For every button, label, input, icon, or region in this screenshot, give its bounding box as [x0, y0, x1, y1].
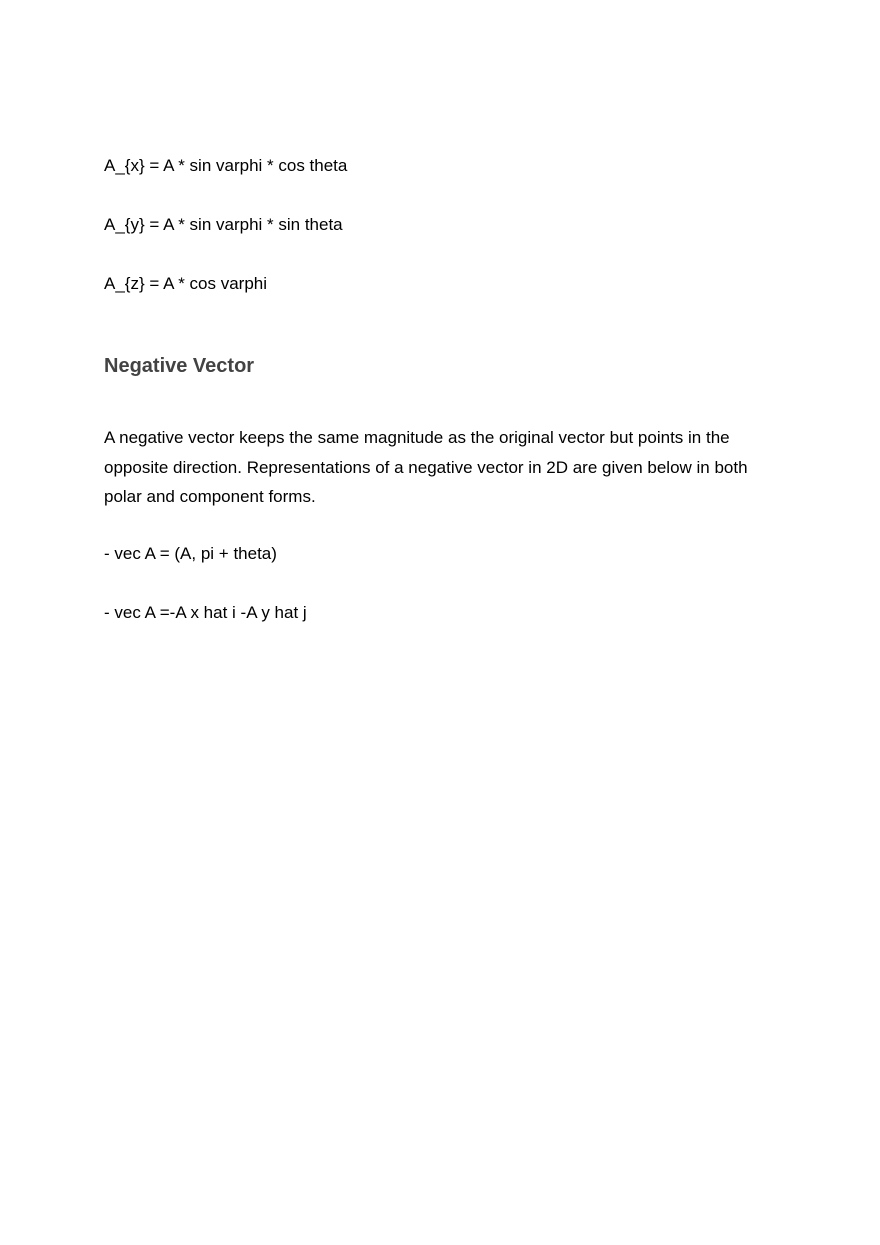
formula-ay: A_{y} = A * sin varphi * sin theta [104, 215, 343, 234]
section-paragraph: A negative vector keeps the same magnitude as the original vector but points in the opposite direction. Representations of a negative vector in 2D are given below in both polar and component forms. [104, 428, 748, 506]
section-heading: Negative Vector [104, 355, 255, 377]
formula-az: A_{z} = A * cos varphi [104, 274, 268, 293]
component-form-item: - vec A =-A x hat i -A y hat j [104, 602, 307, 622]
document-content [104, 154, 776, 625]
formula-ax: A_{x} = A * sin varphi * cos theta [104, 156, 348, 175]
polar-form-item: - vec A = (A, pi + theta) [104, 543, 277, 563]
